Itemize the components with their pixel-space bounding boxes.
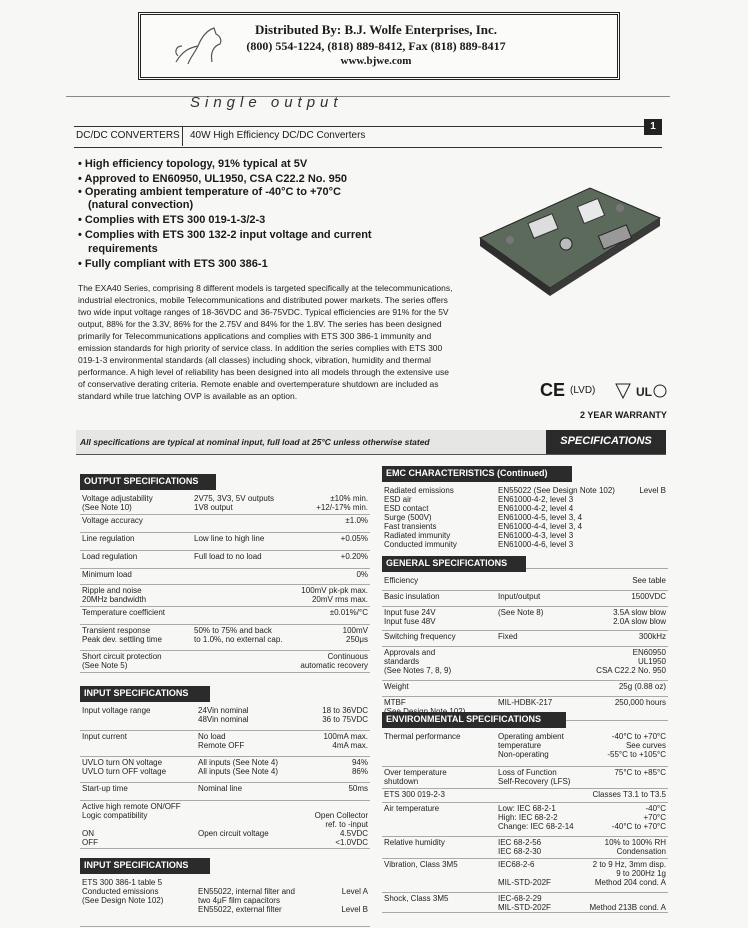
svg-text:UL: UL <box>636 385 652 399</box>
feature-bullet: • Operating ambient temperature of -40°C to +70°C <box>78 186 341 198</box>
general-row <box>382 680 668 697</box>
spec-parameter: Input voltage range <box>82 706 151 715</box>
spec-value: 50ms <box>348 784 368 793</box>
distributor-phone: (800) 554-1224, (818) 889-8412, Fax (818) 889-8417 <box>246 39 506 53</box>
spec-parameter: Start-up time <box>82 784 128 793</box>
env-row <box>382 766 668 789</box>
spec-parameter: Weight <box>384 682 409 691</box>
spec-value: 3.5A slow blow 2.0A slow blow <box>613 608 666 626</box>
output-row <box>80 492 370 515</box>
divider <box>182 126 183 146</box>
spec-condition: EN55022 (See Design Note 102) EN61000-4-2, level 3 EN61000-4-2, level 4 EN61000-4-5, level 3, 4 EN61000-4-4, level 3, 4 EN61000-4-3, level 3 EN61000-4-6, level 3 <box>498 486 615 549</box>
spec-parameter: Approvals and standards (See Notes 7, 8, 9) <box>384 648 452 675</box>
feature-bullet: • Fully compliant with ETS 300 386-1 <box>78 258 268 270</box>
spec-value: ±0.01%/°C <box>329 608 368 617</box>
spec-parameter: Line regulation <box>82 534 135 543</box>
product-label: 40W High Efficiency DC/DC Converters <box>190 130 366 141</box>
spec-value: 100mV 250μs <box>342 626 368 644</box>
warranty-label: 2 YEAR WARRANTY <box>580 410 667 420</box>
general-row <box>382 630 668 647</box>
spec-value: ±10% min. +12/-17% min. <box>316 494 368 512</box>
spec-value: 0% <box>356 570 368 579</box>
spec-parameter: Temperature coefficient <box>82 608 166 617</box>
page-number: 1 <box>644 119 662 135</box>
output-row <box>80 584 370 607</box>
intro-paragraph: The EXA40 Series, comprising 8 different models is targeted specifically at the telecommunications, industrial electronics, mobile Telecommunications and distributed power markets. The series offers two wide input voltage ranges of 18-36VDC and 36-75VDC. Typical efficiencies are 91% for the 5V output, 88% for the 3.3V, 86% for the 2.75V and 84% for the 1.8V. The series has been designed primarily for Telecommunications applications and complies with ETS 300 386-1 immunity and emission standards for high priority of service class. In addition the series complies with ETS 300 019-1-3 environmental standards (all classes) including shock, vibration, humidity and thermal performance. A high level of reliability has been designed into all models through the extensive use of conservative derating criteria. Remote enable and overtemperature shutdown are included as standard while true latching OVP is available as an option. <box>78 283 453 401</box>
feature-bullet: • Complies with ETS 300 132-2 input voltage and current <box>78 229 372 241</box>
spec-value: 100mV pk-pk max. 20mV rms max. <box>301 586 368 604</box>
spec-value: 10% to 100% RH Condensation <box>604 838 666 856</box>
env-row <box>382 730 668 767</box>
spec-condition: All inputs (See Note 4) All inputs (See Note 4) <box>198 758 279 776</box>
spec-value: 18 to 36VDC 36 to 75VDC <box>322 706 368 724</box>
spec-parameter: UVLO turn ON voltage UVLO turn OFF voltage <box>82 758 167 776</box>
spec-value: Level B <box>639 486 666 495</box>
input2-section-title: INPUT SPECIFICATIONS <box>80 858 210 874</box>
output-section-title: OUTPUT SPECIFICATIONS <box>80 474 216 490</box>
spec-parameter: Minimum load <box>82 570 132 579</box>
spec-condition: Input/output <box>498 592 541 601</box>
product-photo <box>470 178 666 298</box>
spec-condition: IEC 68-2-56 IEC 68-2-30 <box>498 838 542 856</box>
spec-parameter: Load regulation <box>82 552 138 561</box>
emc-section-title: EMC CHARACTERISTICS (Continued) <box>382 466 572 482</box>
spec-condition: No load Remote OFF <box>198 732 245 750</box>
spec-value: Open Collector ref. to -input 4.5VDC <1.0VDC <box>314 811 368 847</box>
spec-value: See table <box>632 576 666 585</box>
spec-label: SPECIFICATIONS <box>560 435 652 447</box>
distributor-name: Distributed By: B.J. Wolfe Enterprises, Inc. <box>254 22 498 37</box>
lvd-label: (LVD) <box>570 385 596 396</box>
spec-parameter: ETS 300 386-1 table 5 Conducted emissions (See Design Note 102) <box>82 878 164 905</box>
spec-condition: Nominal line <box>198 784 243 793</box>
spec-condition: Low line to high line <box>194 534 265 543</box>
spec-condition: MIL-HDBK-217 <box>498 698 553 707</box>
input-section-title: INPUT SPECIFICATIONS <box>80 686 210 702</box>
input-row <box>80 756 370 783</box>
spec-parameter: Relative humidity <box>384 838 445 847</box>
spec-parameter: Air temperature <box>384 804 440 813</box>
spec-parameter: Input fuse 24V Input fuse 48V <box>384 608 436 626</box>
spec-value: EN60950 UL1950 CSA C22.2 No. 950 <box>596 648 666 675</box>
spec-parameter: Transient response Peak dev. settling time <box>82 626 162 644</box>
spec-value: Classes T3.1 to T3.5 <box>592 790 666 799</box>
spec-value: +0.05% <box>340 534 368 543</box>
input2-row <box>80 876 370 927</box>
spec-condition: Loss of Function Self-Recovery (LFS) <box>498 768 571 786</box>
spec-value: 1500VDC <box>631 592 666 601</box>
general-row <box>382 590 668 607</box>
spec-parameter: Switching frequency <box>384 632 456 641</box>
approval-marks-icon <box>614 380 668 402</box>
spec-parameter: Efficiency <box>384 576 419 585</box>
general-row <box>382 574 668 591</box>
spec-parameter: ETS 300 019-2-3 <box>384 790 445 799</box>
spec-parameter: Short circuit protection (See Note 5) <box>82 652 162 670</box>
spec-value: 2 to 9 Hz, 3mm disp. 9 to 200Hz 1g Method 204 cond. A <box>592 860 666 887</box>
env-row <box>382 892 668 913</box>
env-row <box>382 858 668 893</box>
spec-value: 250,000 hours <box>614 698 666 707</box>
output-row <box>80 650 370 673</box>
output-row <box>80 568 370 585</box>
distributor-website[interactable]: www.bjwe.com <box>340 55 412 67</box>
feature-bullet-cont: requirements <box>88 243 158 255</box>
spec-parameter: Voltage adjustability (See Note 10) <box>82 494 153 512</box>
spec-parameter: Radiated emissions ESD air ESD contact Surge (500V) Fast transients Radiated immunity Conducted immunity <box>384 486 457 549</box>
output-row <box>80 606 370 625</box>
spec-condition: Operating ambient temperature Non-operating <box>498 732 564 759</box>
env-section-title: ENVIRONMENTAL SPECIFICATIONS <box>382 712 566 728</box>
spec-parameter: Voltage accuracy <box>82 516 143 525</box>
spec-value: 300kHz <box>638 632 666 641</box>
env-row <box>382 788 668 803</box>
env-row <box>382 836 668 859</box>
spec-condition: Low: IEC 68-2-1 High: IEC 68-2-2 Change: IEC 68-2-14 <box>498 804 574 831</box>
spec-parameter: Input current <box>82 732 127 741</box>
spec-condition: 50% to 75% and back to 1.0%, no external cap. <box>194 626 283 644</box>
general-row <box>382 646 668 681</box>
spec-parameter: Thermal performance <box>384 732 461 741</box>
divider <box>66 96 670 97</box>
spec-condition: Fixed <box>498 632 518 641</box>
feature-bullet-cont: (natural convection) <box>88 199 194 211</box>
spec-value: -40°C +70°C -40°C to +70°C <box>611 804 666 831</box>
spec-value: 94% 86% <box>351 758 368 776</box>
output-row <box>80 550 370 569</box>
spec-condition: (See Note 8) <box>498 608 544 617</box>
output-row <box>80 514 370 533</box>
spec-value: Method 213B cond. A <box>589 903 666 912</box>
spec-value: 75°C to +85°C <box>614 768 666 777</box>
feature-bullet: • Complies with ETS 300 019-1-3/2-3 <box>78 214 266 226</box>
spec-parameter: Vibration, Class 3M5 <box>384 860 458 869</box>
spec-parameter: Over temperature shutdown <box>384 768 447 786</box>
spec-conditions: All specifications are typical at nominal input, full load at 25°C unless otherwise stated <box>80 437 430 447</box>
series-title: Single output <box>190 94 343 111</box>
input-row <box>80 704 370 731</box>
spec-parameter: MTBF <box>384 698 406 707</box>
output-row <box>80 532 370 551</box>
input-row <box>80 782 370 801</box>
ce-mark: CE <box>540 380 566 400</box>
spec-parameter: Ripple and noise 20MHz bandwidth <box>82 586 147 604</box>
general-section-title: GENERAL SPECIFICATIONS <box>382 556 526 572</box>
env-row <box>382 802 668 837</box>
spec-condition: 2V75, 3V3, 5V outputs 1V8 output <box>194 494 275 512</box>
general-row <box>382 606 668 631</box>
category-label: DC/DC CONVERTERS <box>76 130 180 141</box>
spec-parameter: Active high remote ON/OFF Logic compatibility ON OFF <box>82 802 181 847</box>
spec-condition: 24Vin nominal 48Vin nominal <box>198 706 249 724</box>
feature-bullet: • Approved to EN60950, UL1950, CSA C22.2 No. 950 <box>78 173 347 185</box>
spec-condition: Full load to no load <box>194 552 262 561</box>
spec-value: Continuous automatic recovery <box>300 652 368 670</box>
spec-condition: Open circuit voltage <box>198 829 269 838</box>
spec-value: -40°C to +70°C See curves -55°C to +105°C <box>607 732 666 759</box>
feature-bullet: • High efficiency topology, 91% typical at 5V <box>78 158 308 170</box>
output-row <box>80 624 370 651</box>
spec-value: ±1.0% <box>345 516 368 525</box>
spec-condition: IEC68-2-6 MIL-STD-202F <box>498 860 551 887</box>
input-row <box>80 730 370 757</box>
spec-value: +0.20% <box>340 552 368 561</box>
spec-value: Level A Level B <box>341 887 368 914</box>
spec-value: 100mA max. 4mA max. <box>323 732 368 750</box>
spec-value: 25g (0.88 oz) <box>618 682 666 691</box>
spec-parameter: Shock, Class 3M5 <box>384 894 449 903</box>
spec-condition: IEC-68-2-29 MIL-STD-202F <box>498 894 551 912</box>
input-row <box>80 800 370 849</box>
spec-condition: EN55022, internal filter and two 4μF film capacitors EN55022, external filter <box>198 887 295 914</box>
spec-parameter: Basic insulation <box>384 592 440 601</box>
